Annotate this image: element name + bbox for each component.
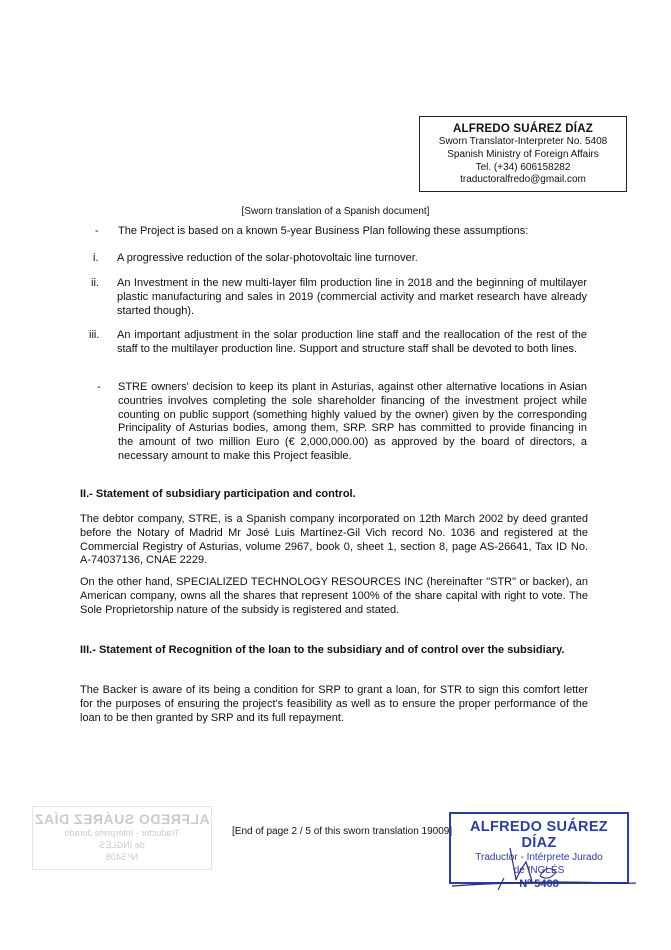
translator-email: traductoralfredo@gmail.com	[460, 174, 586, 186]
page-footer: [End of page 2 / 5 of this sworn translation 19009]	[232, 826, 453, 837]
assumption-marker: ii.	[91, 277, 99, 289]
intro-dash: -	[95, 225, 99, 237]
assumption-text: An important adjustment in the solar production line staff and the reallocation of the rest of the staff to the multilayer production line. Support and structure staff shall be devoted to both lines.	[117, 329, 587, 355]
translator-name: ALFREDO SUÁREZ DÍAZ	[453, 123, 593, 135]
translation-note: [Sworn translation of a Spanish document]	[241, 206, 430, 217]
translator-ministry: Spanish Ministry of Foreign Affairs	[447, 148, 599, 160]
assumption-text: An Investment in the new multi-layer film production line in 2018 and the beginning of multilayer plastic manufacturing and sales in 2019 (commercial activity and market research have already started though).	[117, 277, 587, 317]
section-3-para-1: The Backer is aware of its being a condition for SRP to grant a loan, for STR to sign this comfort letter for the purposes of ensuring the project's feasibility as well as to ensure the proper performance of the loan to be then granted by SRP and its full repayment.	[80, 684, 588, 724]
stamp-name: ALFREDO SUÁREZ DÍAZ	[470, 819, 608, 851]
translator-title: Sworn Translator-Interpreter No. 5408	[438, 136, 608, 147]
section-2-para-2: On the other hand, SPECIALIZED TECHNOLOGY RESOURCES INC (hereinafter "STR" or backer), an American company, owns all the shares that represent 100% of the share capital with right to vote. The Sole Proprietorship nature of the subsidy is registered and stated.	[80, 576, 588, 616]
section-2-para-1: The debtor company, STRE, is a Spanish company incorporated on 12th March 2002 by deed granted before the Notary of Madrid Mr José Luis Martínez-Gil Vich record No. 1036 and registered at the Commercial Registry of Asturias, volume 2967, book 0, sheet 1, section 8, page AS-26641, Tax ID No. A-74037136, CNAE 2229.	[80, 513, 588, 567]
signature-icon	[440, 838, 640, 898]
owners-text: STRE owners' decision to keep its plant in Asturias, against other alternative locations in Asian countries involves completing the sole shareholder financing of the investment project while counting on public support (something highly valued by the owner) given by the corresponding Principality of Asturias bodies, among them, SRP. SRP has committed to provide financing in the amount of two million Euro (€ 2,000,000.00) as approved by the board of directors, a necessary amount to make this Project feasible.	[118, 381, 587, 462]
section-3-heading: III.- Statement of Recognition of the loan to the subsidiary and of control over the subsidiary.	[80, 644, 565, 656]
translator-info-box	[419, 116, 627, 192]
translator-phone: Tel. (+34) 606158282	[475, 161, 571, 173]
owners-dash: -	[97, 381, 101, 393]
assumption-marker: i.	[93, 252, 99, 264]
stamp-line-3: Nº 5408	[519, 878, 559, 890]
bleed-through-stamp: ALFREDO SUÁREZ DÍAZ Traductor - Intérprete Jurado de INGLÉS Nº 5408	[32, 806, 212, 870]
assumption-text: A progressive reduction of the solar-photovoltaic line turnover.	[117, 252, 418, 264]
section-2-heading: II.- Statement of subsidiary participation and control.	[80, 488, 356, 500]
intro-text: The Project is based on a known 5-year Business Plan following these assumptions:	[118, 225, 529, 237]
stamp-line-2: de INGLÉS	[513, 865, 565, 876]
assumption-marker: iii.	[89, 329, 100, 341]
stamp-line-1: Traductor - Intérprete Jurado	[475, 852, 603, 863]
